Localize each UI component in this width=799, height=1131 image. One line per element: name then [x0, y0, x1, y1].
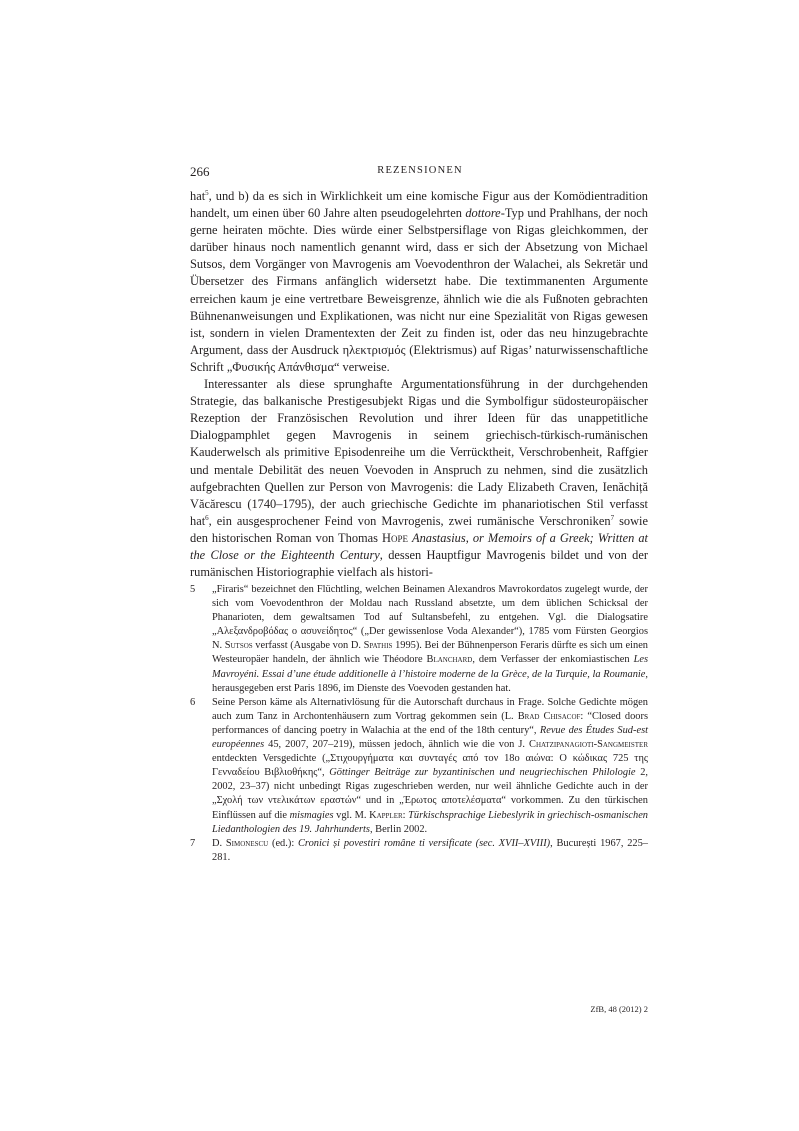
page-number: 266	[190, 164, 210, 179]
text-run: sowie den historischen Roman von Thomas	[190, 513, 648, 545]
main-text	[190, 188, 648, 581]
italic-run: Cronici și povestiri române ti versificate (sec. XVII–XVIII)	[297, 837, 551, 849]
footnote	[190, 696, 648, 837]
footnote-text	[212, 584, 648, 694]
author-name: Chatzipanagioti-Sangmeister	[529, 739, 648, 751]
paragraph	[190, 376, 648, 581]
text-run: , dessen Hauptfigur Mavrogenis bildet und von der rumänischen Historiographie vielfach als histori-	[190, 547, 648, 580]
footnote-ref: 6	[205, 513, 209, 522]
text-run: D.	[212, 837, 226, 849]
text-run: verfasst (Ausgabe von D.	[252, 640, 364, 652]
text-run: hat	[190, 189, 206, 203]
italic-run: Türkischsprachige Liebeslyrik in griechisch-osmanischen Liedanthologien des 19. Jahrhunderts	[212, 809, 648, 835]
footnote	[190, 583, 648, 696]
footnote-number: 5	[190, 584, 196, 595]
text-run: : “Closed doors performances of dancing poetry in Walachia at the end of the 18th century“,	[212, 710, 648, 736]
text-run: (ed.):	[268, 837, 298, 849]
text-run: , București 1967, 225–281.	[212, 837, 648, 863]
text-run: 2, 2002, 23–37) nicht unbedingt Rigas zugeschrieben werden, nur weil ähnliche Gedichte auch in der „Σχολή των ντελικάτων εραστών“ und in „Έρωτος αποτελέσματα“ vorkommen. Zu den türkischen Einflüssen auf die	[212, 767, 648, 821]
text-run: 1995). Bei der Bühnenperson Feraris dürfte es sich um einen Westeuropäer handeln, der ähnlich wie Théodore	[212, 640, 649, 666]
italic-run: dottore	[465, 206, 501, 221]
text-run: , herausgegeben erst Paris 1896, im Dienste des Voevoden gestanden hat.	[212, 668, 648, 694]
footnotes	[190, 583, 648, 865]
footnote-text	[212, 697, 648, 835]
text-run: , ein ausgesprochener Feind von Mavrogenis, zwei rumänische Verschroniken	[208, 513, 611, 528]
author-name: Hope	[382, 530, 408, 545]
text-run: „Firaris“ bezeichnet den Flüchtling, welchen Beinamen Alexandros Mavrokordatos zugelegt wurde, der sich vom Voevodenthron der Moldau nach Russland absetzte, um dem üblichen Schicksal der Phanarioten, dem gewaltsamen Tod auf Sultansbefehl, zu entgehen. Vgl. die Dialogsatire „Αλεξανδροβόδας ο ασυνείδητος“ („Der gewissenlose Voda Alexander“), 1785 vom Fürsten Georgios N.	[212, 584, 648, 652]
text-run: Seine Person käme als Alternativlösung für die Autorschaft durchaus in Frage. Solche Gedichte mögen auch zum Tanz in Archontenhäusern zum Vortrag gekommen sein (L.	[212, 696, 648, 722]
italic-run: mismagies	[289, 809, 334, 821]
footnote-ref: 7	[610, 513, 615, 522]
text-run: entdeckten Versgedichte („Στιχουργήματα και συνταγές από τον 18ο αιώνα: Ο κώδικας 725 της Γενναδείου Βιβλιοθήκης“,	[212, 753, 648, 779]
author-name: Kappler	[369, 809, 403, 821]
footnote	[190, 837, 648, 865]
text-run: -Typ und Prahlhans, der noch gerne heiraten möchte. Dies würde einer Selbstpersiflage von Rigas gleichkommen, der darüber hinaus noch namentlich genannt wird, dass er sich der Absetzung von Michael Sutsos, dem Vorgänger von Mavrogenis am Voevodenthron der Walachei, als Sekretär und Übersetzer des Firmans anfänglich widersetzt habe. Die textimmanenten Argumente erreichen kaum je eine vertretbare Beweisgrenze, ähnlich wie die als Fußnoten gebrachten Bühnenanweisungen und Explikationen, was nicht nur eine Spezialität von Rigas gewesen ist, sondern in vielen Dramentexten der Zeit zu finden ist, oder das neu hinzugebrachte Argument, dass der Ausdruck ηλεκτρισμός (Elektrismus) auf Rigas’ naturwissenschaftliche Schrift „Φυσικής Απάνθισμα“ verweise.	[190, 206, 648, 374]
author-name: Sutsos	[224, 640, 253, 652]
author-name: Spathis	[363, 640, 393, 652]
footnote-ref: 5	[205, 189, 209, 197]
author-name: Brad Chisacof	[517, 710, 581, 722]
running-header	[190, 164, 650, 180]
footnote-number: 7	[190, 837, 196, 849]
running-head-title: REZENSIONEN	[377, 165, 463, 176]
italic-run: Göttinger Beiträge zur byzantinischen und neugriechischen Philologie	[329, 767, 636, 779]
footnote-number: 6	[190, 696, 196, 708]
text-run: , Berlin 2002.	[369, 823, 428, 835]
text-run: Interessanter als diese sprunghafte Argumentationsführung in der durchgehenden Strategie, das balkanische Prestigesubjekt Rigas und die Symbolfigur südosteuropäischer Rezeption der Französischen Revolution und ihrer Ideen für das unappetitliche Dialogpamphlet gegen Mavrogenis in seinem griechisch-türkisch-rumänischen Kauderwelsch als primitive Episodenreihe um die Verrücktheit, Verschrobenheit, Raffgier und mentale Debilität des neuen Voevoden in Anspruch zu nehmen, sind die zusätzlich aufgebrachten Quellen zur Person von Mavrogenis: die Lady Elizabeth Craven, Ienăchiță Văcărescu (1740–1795), der auch griechische Gedichte im phanariotischen Stil verfasst hat	[190, 377, 648, 528]
author-name: Simonescu	[225, 837, 269, 849]
author-name: Blanchard	[426, 654, 473, 666]
italic-run: Anastasius, or Memoirs of a Greek; Written at the Close or the Eighteenth Century	[190, 530, 648, 562]
paragraph	[190, 188, 648, 376]
footnote-text	[212, 838, 648, 863]
text-run: , dem Verfasser der enkomiastischen	[472, 654, 634, 666]
text-run: vgl. M.	[333, 809, 370, 821]
italic-run: Les Mavroyéni. Essai d’une étude additionelle à l’histoire moderne de la Grèce, de la Turquie, la Roumanie	[212, 654, 648, 680]
journal-reference: ZfB, 48 (2012) 2	[590, 1004, 648, 1014]
text-run: 45, 2007, 207–219), müssen jedoch, ähnlich wie die von J.	[264, 739, 530, 751]
italic-run: Revue des Études Sud-est européennes	[212, 724, 649, 751]
text-run: :	[402, 809, 409, 821]
text-run: , und b) da es sich in Wirklichkeit um eine komische Figur aus der Komödientradition handelt, um einen über 60 Jahre alten pseudogelehrten	[190, 189, 648, 221]
